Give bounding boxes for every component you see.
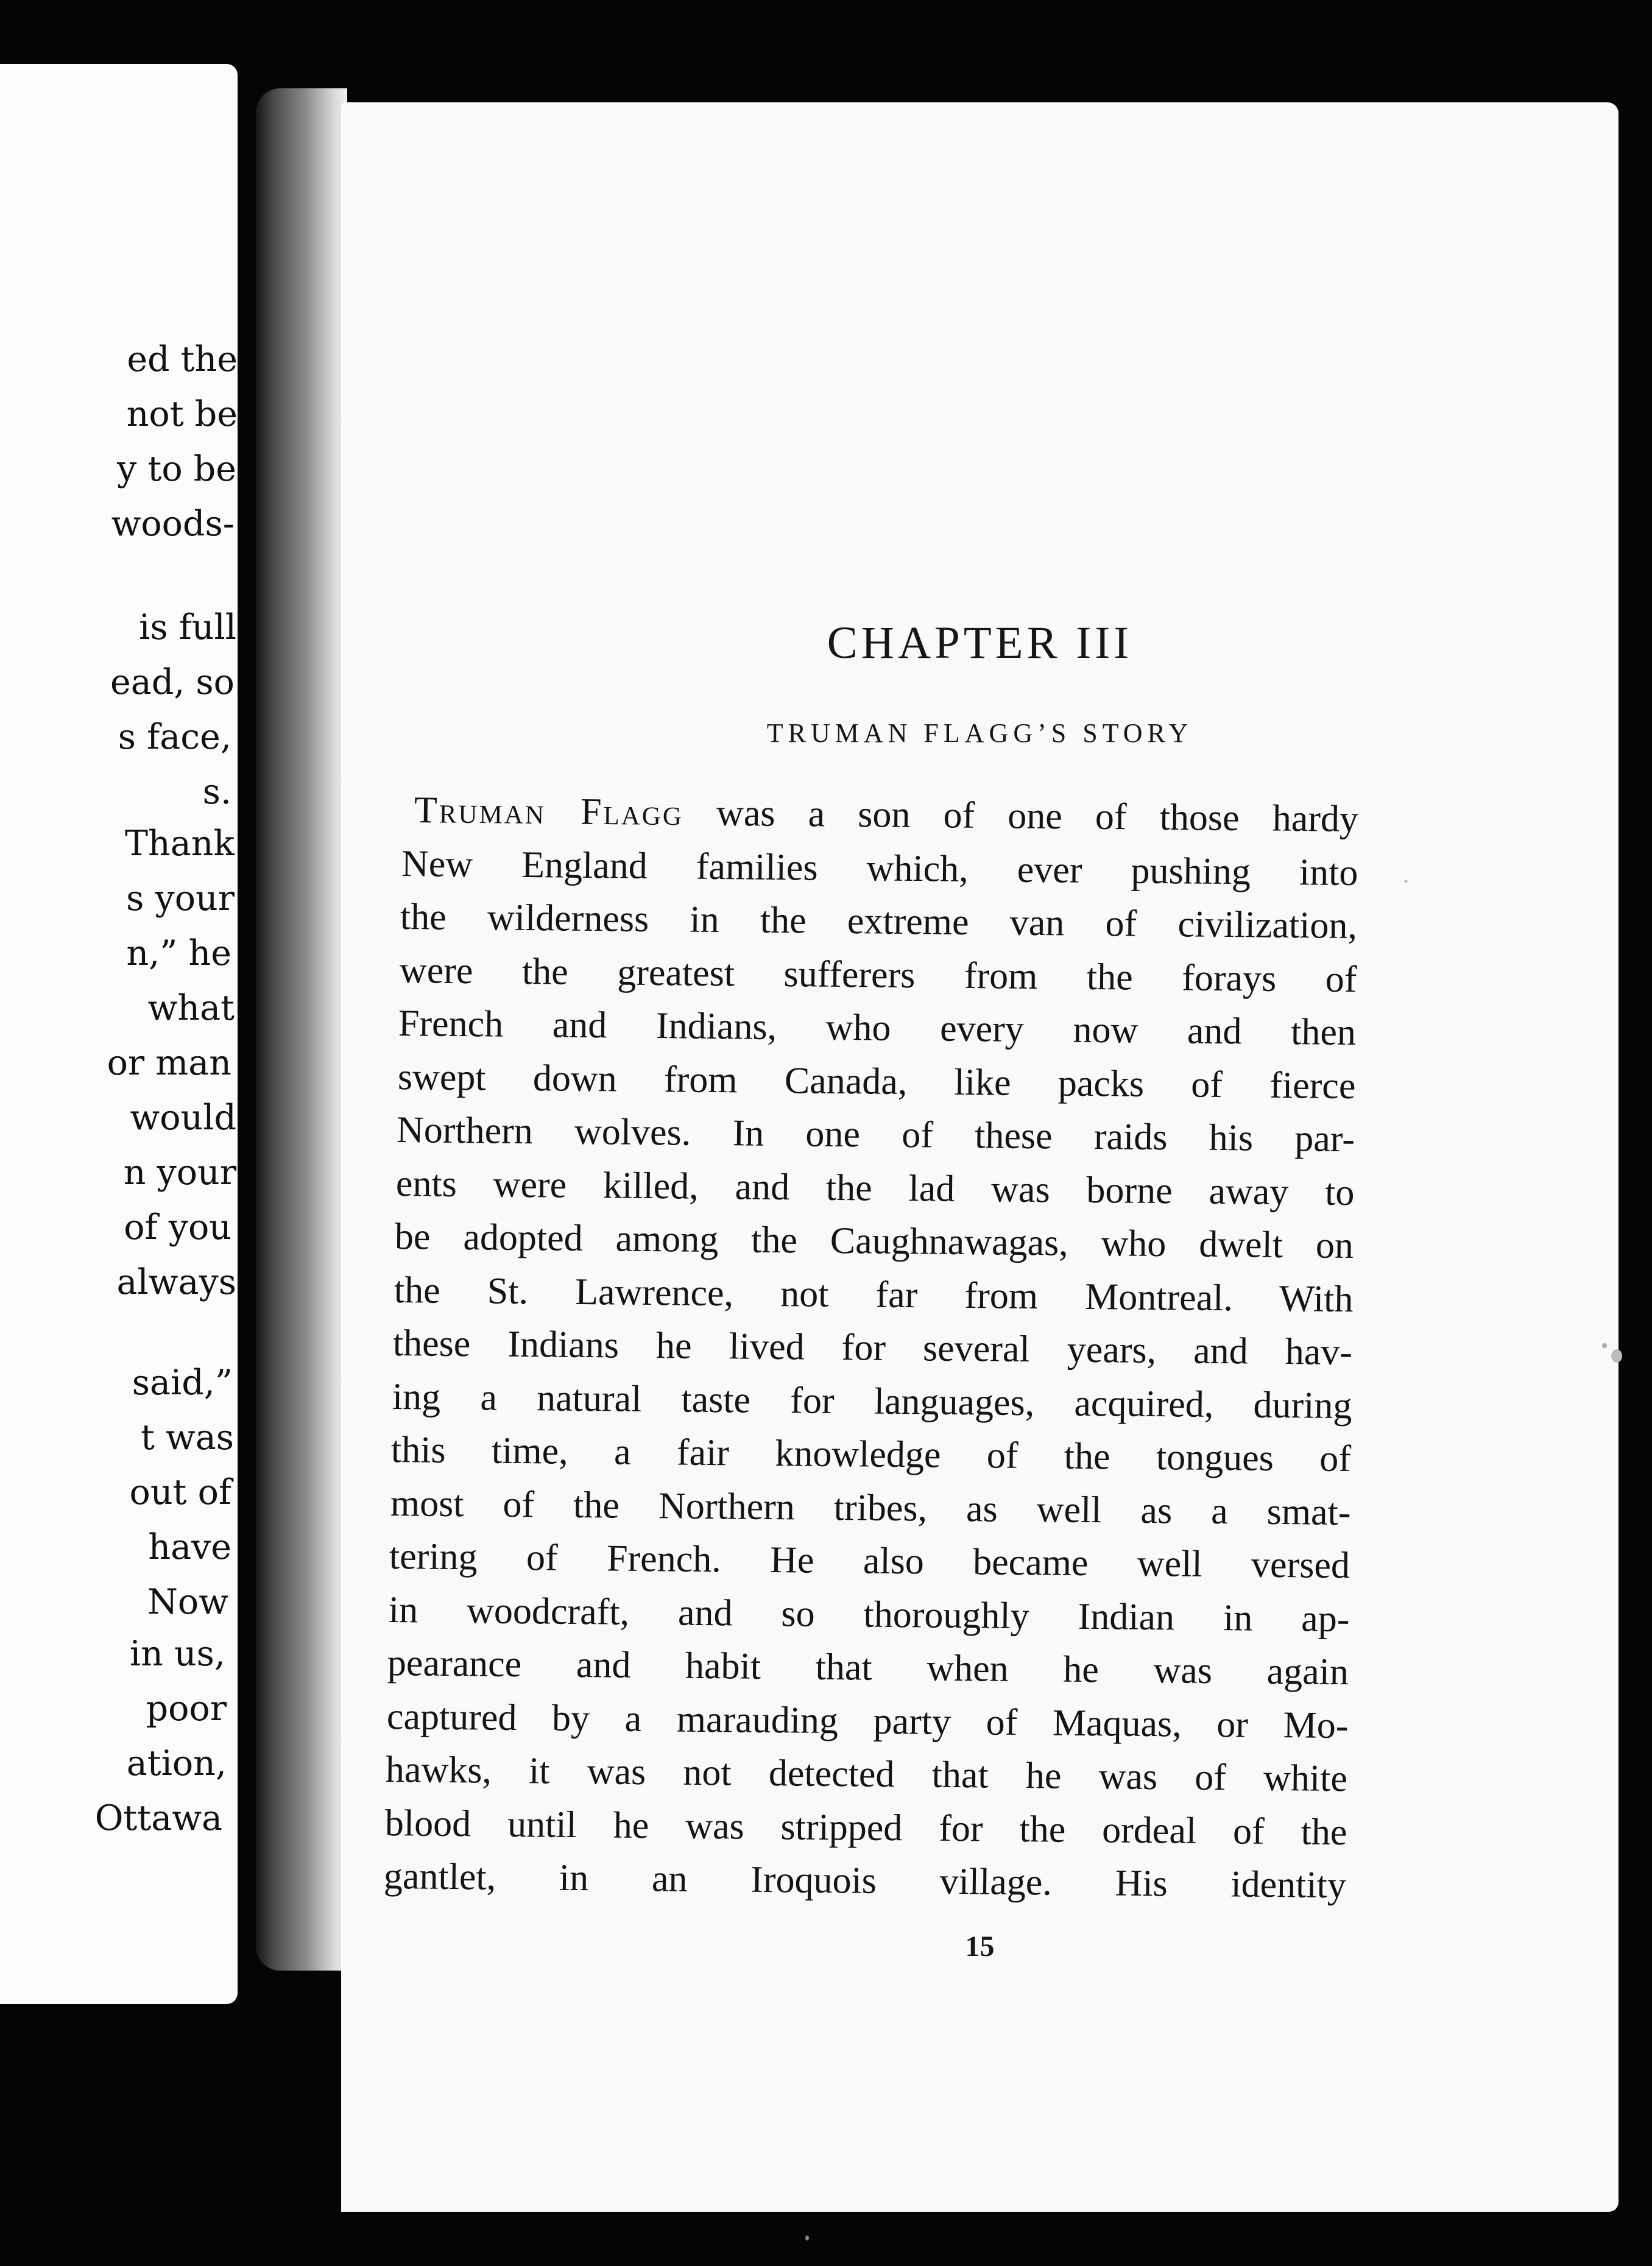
scan-speck (1404, 880, 1408, 883)
body-line: in woodcraft, and so thoroughly Indian in ap- (388, 1589, 1350, 1640)
body-line: were the greatest sufferers from the forays of (399, 949, 1357, 1000)
body-line: tering of French. He also became well versed (389, 1536, 1350, 1587)
left-page-line: what (147, 988, 235, 1028)
left-page-line: Now (147, 1582, 228, 1622)
left-page-line: of you (124, 1207, 231, 1248)
scan-speck (1611, 1349, 1622, 1363)
body-line: swept down from Canada, like packs of fierce (397, 1056, 1356, 1107)
body-line: hawks, it was not detected that he was of white (385, 1749, 1348, 1800)
body-line: the St. Lawrence, not far from Montreal. With (394, 1269, 1354, 1320)
body-line: be adopted among the Caughnawagas, who dwelt on (394, 1216, 1354, 1267)
left-page-line: s your (126, 878, 235, 919)
left-page-line: not be (126, 394, 238, 434)
left-page-line: t was (140, 1417, 234, 1458)
page-number: 15 (965, 1930, 995, 1963)
body-line: pearance and habit that when he was again (387, 1642, 1349, 1693)
body-line: blood until he was stripped for the ordeal of the (384, 1802, 1347, 1853)
left-page-line: would (130, 1098, 236, 1138)
body-line: captured by a marauding party of Maquas, or Mo- (386, 1695, 1349, 1746)
body-line: these Indians he lived for several years, and hav- (392, 1322, 1353, 1374)
body-line: Northern wolves. In one of these raids his par- (396, 1109, 1355, 1160)
scan-speck (1602, 1343, 1607, 1348)
left-page-line: n your (123, 1152, 236, 1193)
body-line: New England families which, ever pushing into (401, 842, 1358, 894)
left-page-line: always (116, 1262, 236, 1302)
body-line: Truman Flagg was a son of one of those hardy (414, 789, 1359, 840)
book-gutter (256, 88, 347, 1971)
left-page-line: woods- (111, 504, 235, 544)
chapter-subtitle: TRUMAN FLAGG’S STORY (766, 718, 1193, 748)
left-page-line: have (148, 1527, 231, 1567)
left-page-line: is full (139, 607, 236, 648)
left-page-line: Ottawa (94, 1798, 222, 1838)
body-line: most of the Northern tribes, as well as a smat- (390, 1482, 1351, 1533)
left-page-line: or man (107, 1043, 231, 1083)
body-line: the wilderness in the extreme van of civilization, (400, 896, 1358, 947)
left-page (0, 64, 238, 2004)
left-page-line: ead, so (110, 662, 235, 702)
left-page-line: said,” (132, 1363, 233, 1403)
body-line: ents were killed, and the lad was borne away to (395, 1162, 1355, 1213)
left-page-line: ed the (127, 339, 238, 379)
left-page-line: out of (129, 1472, 231, 1512)
left-page-line: ation, (126, 1743, 227, 1784)
body-line: this time, a fair knowledge of the tongues of (390, 1429, 1352, 1480)
left-page-line: Thank (125, 824, 235, 864)
scan-speck (805, 2236, 809, 2240)
left-page-line: s. (202, 772, 231, 812)
chapter-title: CHAPTER III (827, 618, 1133, 668)
left-page-line: poor (146, 1689, 227, 1729)
left-page-line: y to be (117, 449, 236, 489)
left-page-line: in us, (129, 1634, 225, 1674)
left-page-line: n,” he (126, 933, 231, 973)
body-line: ing a natural taste for languages, acquired, during (392, 1375, 1352, 1427)
left-page-line: s face, (118, 717, 231, 757)
body-line: French and Indians, who every now and then (398, 1003, 1357, 1054)
right-page (341, 102, 1618, 2212)
body-line: gantlet, in an Iroquois village. His identity (383, 1855, 1347, 1907)
